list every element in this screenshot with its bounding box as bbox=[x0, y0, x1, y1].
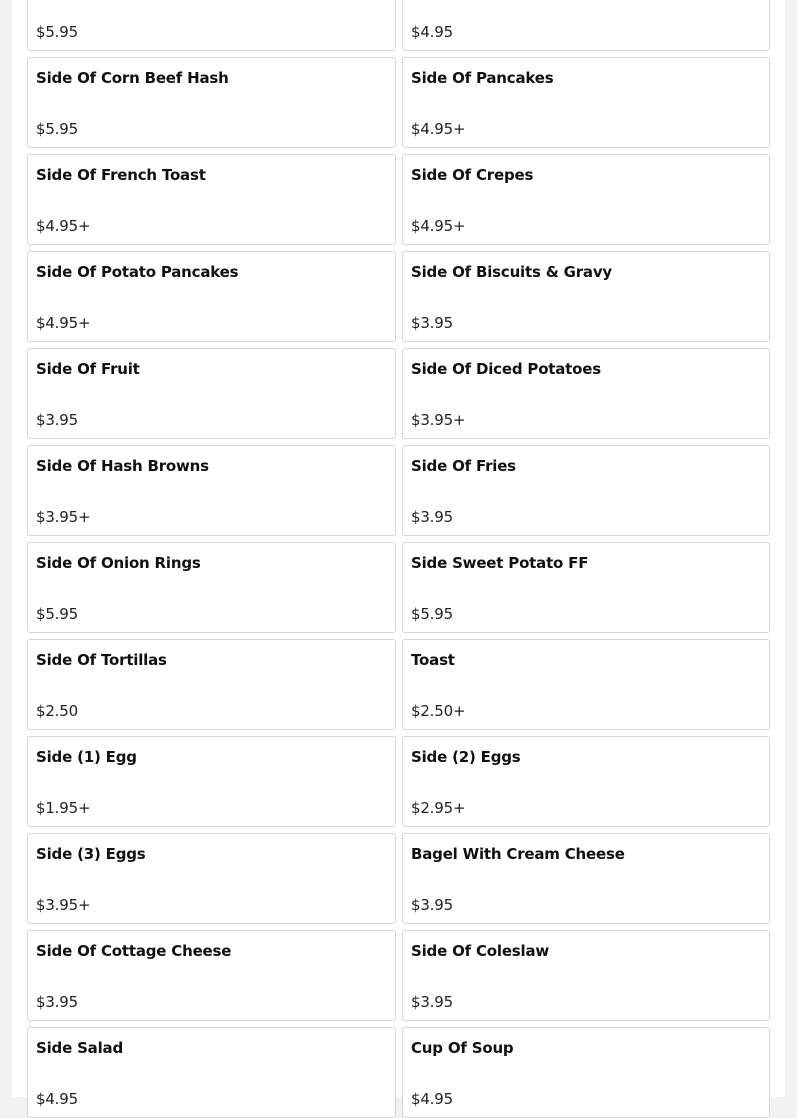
menu-item-name: Side Of French Toast bbox=[36, 166, 206, 184]
menu-item-price: $1.95+ bbox=[36, 799, 91, 817]
menu-item-card[interactable] bbox=[402, 445, 770, 536]
menu-item-price: $3.95 bbox=[36, 993, 78, 1011]
menu-item-name: Side Of Potato Pancakes bbox=[36, 263, 239, 281]
menu-item-card[interactable] bbox=[27, 542, 396, 633]
menu-item-name: Side Of Corn Beef Hash bbox=[36, 69, 229, 87]
menu-item-card[interactable] bbox=[27, 1027, 396, 1118]
menu-item-price: $5.95 bbox=[36, 605, 78, 623]
menu-item-name: Side Of Crepes bbox=[411, 166, 534, 184]
menu-item-card[interactable] bbox=[27, 445, 396, 536]
menu-item-card[interactable] bbox=[27, 251, 396, 342]
menu-item-card[interactable] bbox=[402, 1027, 770, 1118]
menu-item-name: Cup Of Soup bbox=[411, 1039, 514, 1057]
menu-item-card[interactable] bbox=[27, 57, 396, 148]
menu-item-price: $4.95+ bbox=[411, 217, 466, 235]
menu-page bbox=[12, 0, 785, 1108]
menu-item-name: Side Of Biscuits & Gravy bbox=[411, 263, 613, 281]
menu-item-name: Side Of Coleslaw bbox=[411, 942, 550, 960]
menu-item-card[interactable] bbox=[27, 930, 396, 1021]
menu-item-name: Side Of Diced Potatoes bbox=[411, 360, 601, 378]
menu-item-card[interactable] bbox=[402, 542, 770, 633]
menu-item-price: $4.95 bbox=[36, 1090, 78, 1108]
menu-item-price: $2.50 bbox=[36, 702, 78, 720]
menu-item-price: $3.95 bbox=[36, 411, 78, 429]
menu-item-card[interactable] bbox=[402, 0, 770, 51]
menu-item-name: Side Of Fruit bbox=[36, 360, 140, 378]
menu-item-name: Side (1) Egg bbox=[36, 748, 137, 766]
menu-item-name: Side Of Fries bbox=[411, 457, 516, 475]
menu-item-card[interactable] bbox=[402, 251, 770, 342]
menu-item-card[interactable] bbox=[402, 639, 770, 730]
menu-item-name: Side (3) Eggs bbox=[36, 845, 146, 863]
menu-item-card[interactable] bbox=[402, 736, 770, 827]
menu-item-name: Side Of Pancakes bbox=[411, 69, 554, 87]
menu-item-card[interactable] bbox=[27, 348, 396, 439]
menu-item-card[interactable] bbox=[402, 348, 770, 439]
menu-item-price: $3.95+ bbox=[411, 411, 466, 429]
menu-item-price: $4.95 bbox=[411, 1090, 453, 1108]
menu-item-card[interactable] bbox=[27, 833, 396, 924]
menu-item-price: $3.95 bbox=[411, 993, 453, 1011]
menu-item-price: $5.95 bbox=[36, 23, 78, 41]
menu-item-price: $3.95 bbox=[411, 896, 453, 914]
menu-item-price: $2.95+ bbox=[411, 799, 466, 817]
menu-item-name: Side Salad bbox=[36, 1039, 124, 1057]
menu-item-name: Bagel With Cream Cheese bbox=[411, 845, 625, 863]
menu-item-card[interactable] bbox=[27, 0, 396, 51]
menu-item-name: Toast bbox=[411, 651, 455, 669]
menu-item-price: $3.95+ bbox=[36, 508, 91, 526]
menu-item-card[interactable] bbox=[402, 930, 770, 1021]
menu-item-card[interactable] bbox=[27, 154, 396, 245]
menu-item-name: Side (2) Eggs bbox=[411, 748, 521, 766]
menu-item-price: $3.95+ bbox=[36, 896, 91, 914]
menu-item-price: $4.95 bbox=[411, 23, 453, 41]
menu-item-name: Side Of Cottage Cheese bbox=[36, 942, 232, 960]
menu-item-price: $4.95+ bbox=[36, 217, 91, 235]
menu-item-name: Side Sweet Potato FF bbox=[411, 554, 589, 572]
menu-item-name: Side Of Hash Browns bbox=[36, 457, 209, 475]
menu-item-name: Side Of Tortillas bbox=[36, 651, 167, 669]
menu-item-name: Side Of Onion Rings bbox=[36, 554, 201, 572]
menu-item-card[interactable] bbox=[27, 639, 396, 730]
menu-item-price: $4.95+ bbox=[36, 314, 91, 332]
menu-item-price: $3.95 bbox=[411, 508, 453, 526]
menu-item-price: $4.95+ bbox=[411, 120, 466, 138]
menu-item-price: $2.50+ bbox=[411, 702, 466, 720]
menu-item-card[interactable] bbox=[27, 736, 396, 827]
menu-item-price: $3.95 bbox=[411, 314, 453, 332]
menu-item-card[interactable] bbox=[402, 57, 770, 148]
menu-item-card[interactable] bbox=[402, 154, 770, 245]
menu-item-card[interactable] bbox=[402, 833, 770, 924]
menu-item-price: $5.95 bbox=[411, 605, 453, 623]
menu-item-grid bbox=[27, 0, 770, 1118]
menu-item-price: $5.95 bbox=[36, 120, 78, 138]
